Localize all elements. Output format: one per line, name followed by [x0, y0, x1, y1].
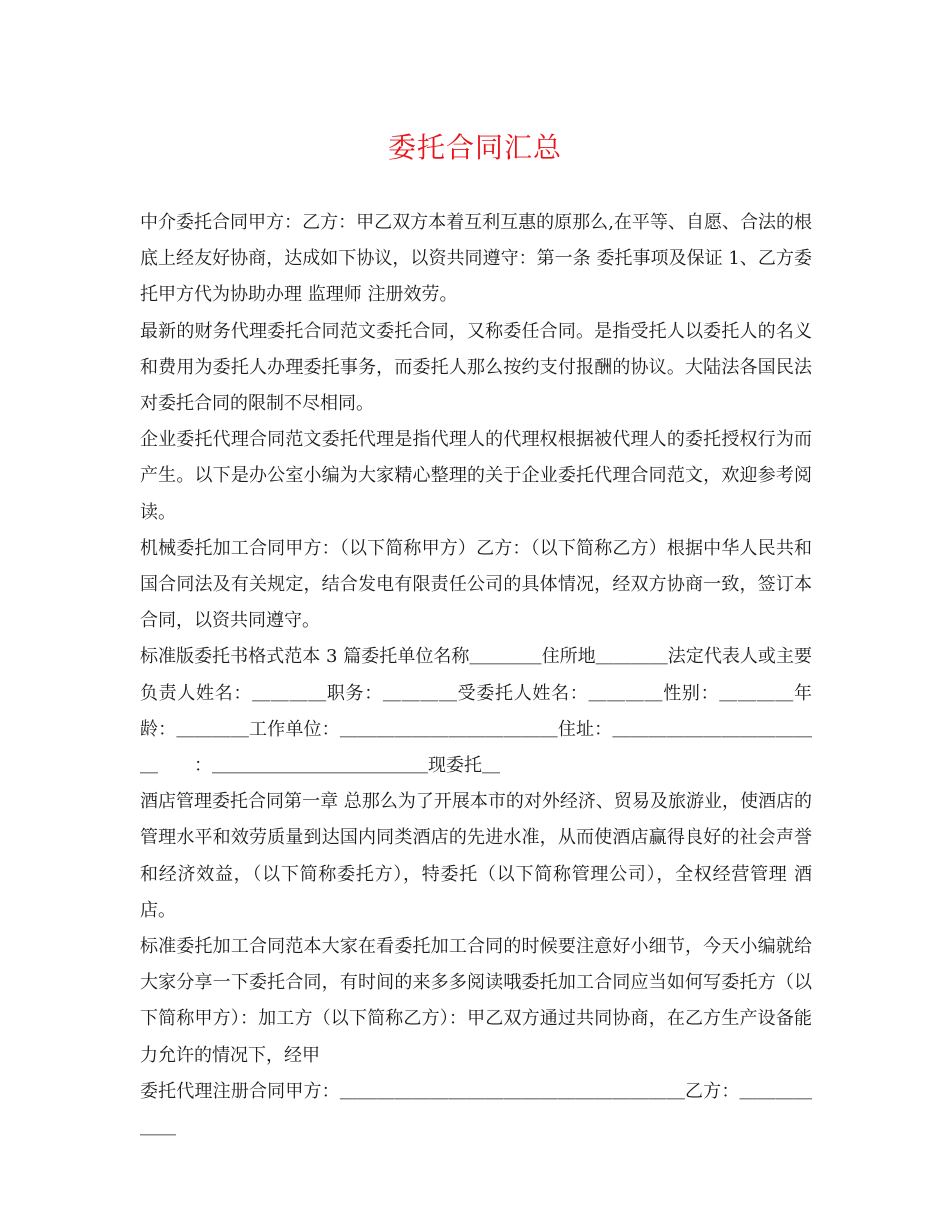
paragraph-enterprise-agency-contract: 企业委托代理合同范文委托代理是指代理人的代理权根据被代理人的委托授权行为而产生。以下是办公室小编为大家精心整理的关于企业委托代理合同范文，欢迎参考阅读。 — [140, 429, 812, 523]
paragraph-hotel-management-contract: 酒店管理委托合同第一章 总那么为了开展本市的对外经济、贸易及旅游业，使酒店的管理水平和效劳质量到达国内同类酒店的先进水准，从而使酒店赢得良好的社会声誉和经济效益，（以下简称委托方），特委托（以下简称管理公司），全权经营管理 酒店。 — [140, 791, 812, 921]
paragraph-power-of-attorney-template: 标准版委托书格式范本 3 篇委托单位名称＿＿＿＿住所地＿＿＿＿法定代表人或主要负责人姓名：＿＿＿＿职务：＿＿＿＿受委托人姓名：＿＿＿＿性别：＿＿＿＿年龄：＿＿＿＿工作单位：＿＿＿＿＿＿＿＿＿＿＿＿住址：＿＿＿＿＿＿＿＿＿＿＿＿ ：＿＿＿＿＿＿＿＿＿＿＿＿现委托＿ — [140, 646, 812, 777]
document-body — [140, 205, 812, 1146]
paragraph-intermediary-contract: 中介委托合同甲方：乙方：甲乙双方本着互利互惠的原那么,在平等、自愿、合法的根底上经友好协商，达成如下协议，以资共同遵守：第一条 委托事项及保证 1、乙方委托甲方代为协助办理 监理师 注册效劳。 — [140, 212, 812, 306]
document-title: 委托合同汇总 — [387, 131, 562, 164]
paragraph-finance-agency-contract: 最新的财务代理委托合同范文委托合同，又称委任合同。是指受托人以委托人的名义和费用为委托人办理委托事务，而委托人那么按约支付报酬的协议。大陆法各国民法对委托合同的限制不尽相同。 — [140, 320, 812, 415]
paragraph-machinery-processing-contract: 机械委托加工合同甲方：（以下简称甲方）乙方：（以下简称乙方）根据中华人民共和国合同法及有关规定，结合发电有限责任公司的具体情况，经双方协商一致，签订本合同，以资共同遵守。 — [140, 537, 812, 632]
paragraph-standard-processing-contract: 标准委托加工合同范本大家在看委托加工合同的时候要注意好小细节，今天小编就给大家分享一下委托合同，有时间的来多多阅读哦委托加工合同应当如何写委托方（以下简称甲方）：加工方（以下简称乙方）：甲乙双方通过共同协商，在乙方生产设备能力允许的情况下，经甲 — [140, 936, 812, 1066]
paragraph-registration-agency-contract: 委托代理注册合同甲方：＿＿＿＿＿＿＿＿＿＿＿＿＿＿＿＿＿＿＿乙方：＿＿＿＿＿＿ — [140, 1080, 812, 1139]
